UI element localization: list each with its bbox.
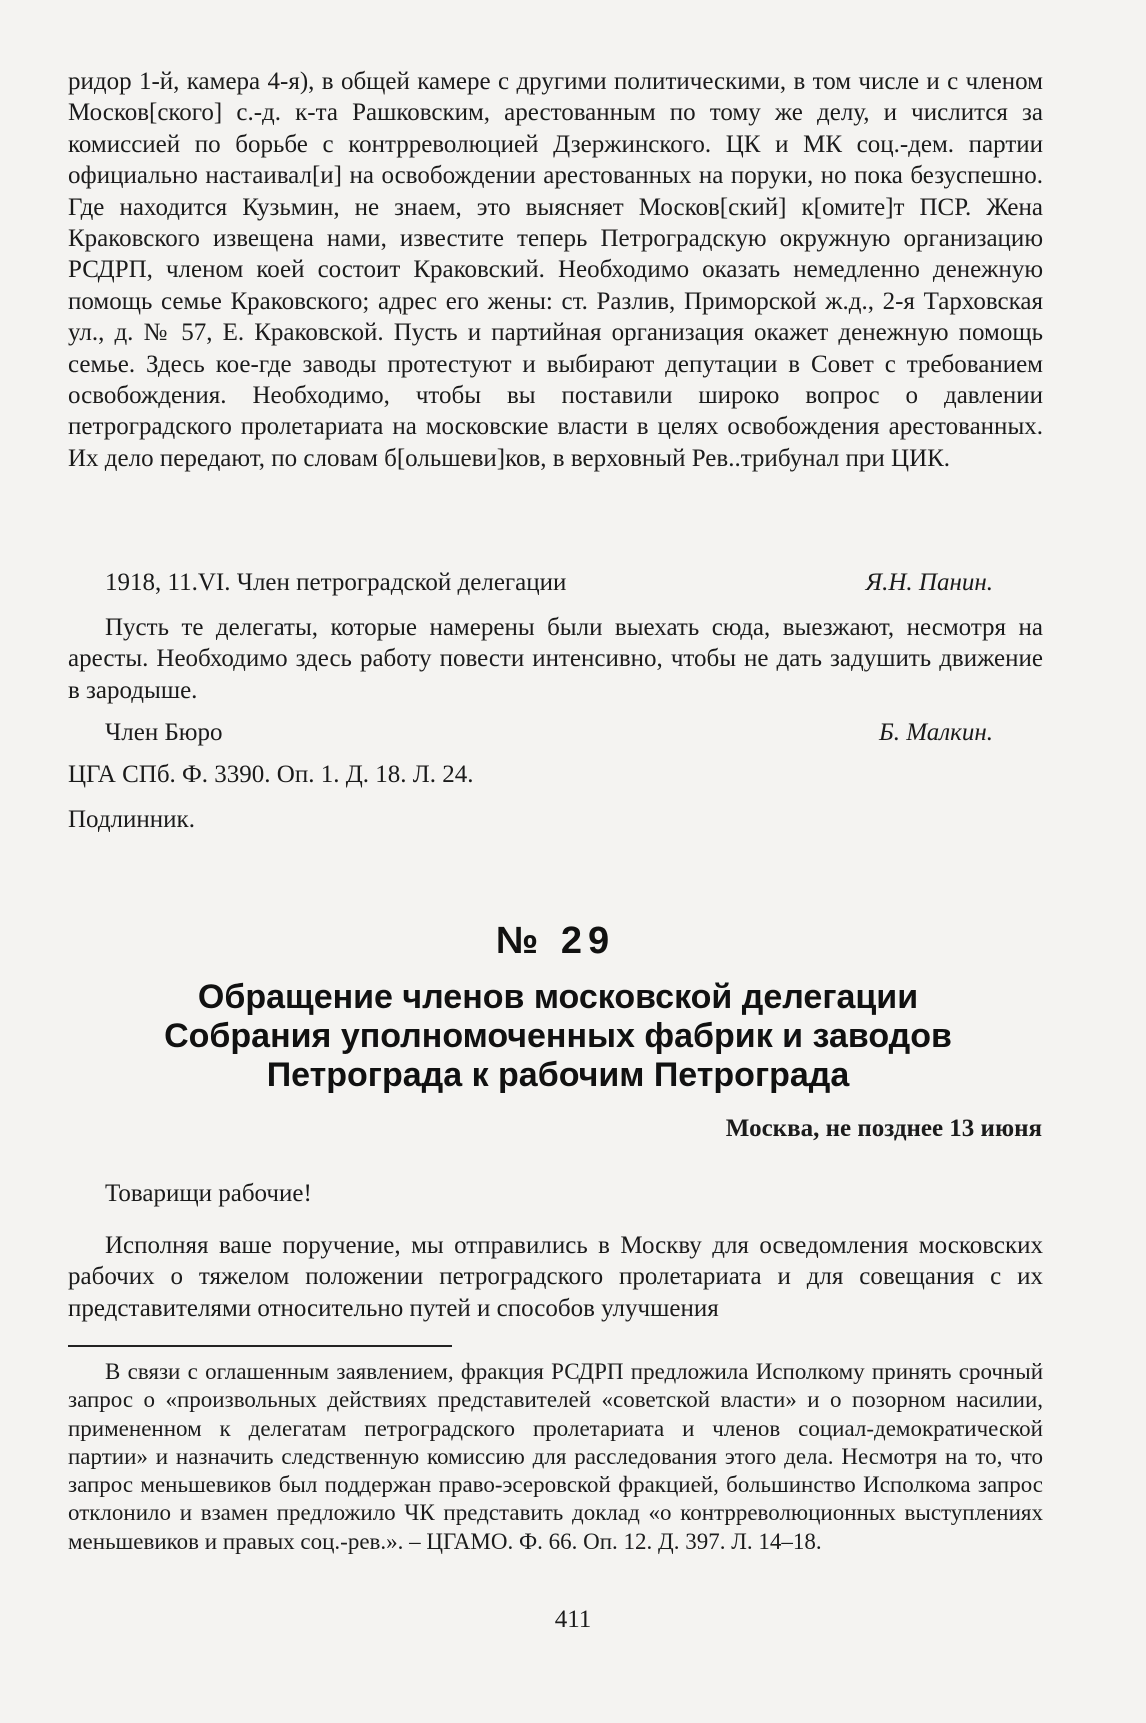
original-note: Подлинник. [68,806,195,833]
document-28-body [68,66,1043,474]
footnote-divider [68,1345,452,1347]
doc28-paragraph-2: Пусть те делегаты, которые намерены были выехать сюда, выезжают, несмотря на аресты. Необходимо здесь работу повести интенсивно, чтобы не дать задушить движение в зародыше. [68,614,1043,704]
greeting: Товарищи рабочие! [105,1180,312,1207]
footnote-block [68,1358,1043,1556]
doc29-paragraph-block [68,1230,1043,1324]
signature-row-malkin [68,717,1043,748]
doc28-paragraph: ридор 1-й, камера 4-я), в общей камере с другими политическими, в том числе и с членом Москов[ского] с.-д. к-та Рашковским, арестованным по тому же делу, и числится за комиссией по борьбе с контрреволюцией Дзержинского. ЦК и МК соц.-дем. партии официально настаивал[и] на освобождении арестованных на поруки, но пока безуспешно. Где находится Кузьмин, не знаем, это выясняет Москов[ский] к[омите]т ПСР. Жена Краковского извещена нами, известите теперь Петроградскую окружную организацию РСДРП, членом коей состоит Краковский. Необходимо оказать немедленно денежную помощь семье Краковского; адрес его жены: ст. Разлив, Приморской ж.д., 2-я Тарховская ул., д. № 57, Е. Краковской. Пусть и партийная организация окажет денежную помощь семье. Здесь кое-где заводы протестуют и выбирают депутации в Совет с требованием освобождения. Необходимо, чтобы вы поставили широко вопрос о давлении петроградского пролетариата на московские власти в целях освобождения арестованных. Их дело передают, по словам б[ольшеви]ков, в верховный Рев..трибунал при ЦИК. [68,68,1043,472]
document-dateline: Москва, не позднее 13 июня [725,1115,1042,1142]
document-title: Обращение членов московской делегации Собрания уполномоченных фабрик и заводов Петрограда к рабочим Петрограда [164,978,952,1094]
page-number: 411 [554,1606,592,1633]
footnote-text: В связи с оглашенным заявлением, фракция РСДРП предложила Исполкому принять срочный запрос о «произвольных действиях представителей «советской власти» и о позорном насилии, примененном к делегатам петроградского пролетариата и членов социал-демократической партии» и назначить следственную комиссию для расследования этого дела. Несмотря на то, что запрос меньшевиков был поддержан право-эсеровской фракцией, большинство Исполкома запрос отклонило и взамен предложило ЧК представить доклад «о контрреволюционных выступлениях меньшевиков и правых соц.-рев.». – ЦГАМО. Ф. 66. Оп. 12. Д. 397. Л. 14–18. [68,1359,1043,1554]
doc28-paragraph-2-block [68,612,1043,706]
signature-row-panin [68,567,1043,598]
signature-name: Я.Н. Панин. [865,569,993,596]
greeting-block [68,1178,1043,1209]
signature-date-role: 1918, 11.VI. Член петроградской делегации [105,569,567,596]
signature-name: Б. Малкин. [879,719,993,746]
document-number: № 29 [495,920,616,962]
archive-reference: ЦГА СПб. Ф. 3390. Оп. 1. Д. 18. Л. 24. [68,761,474,788]
doc29-paragraph: Исполняя ваше поручение, мы отправились в Москву для осведомления московских рабочих о тяжелом положении петроградского пролетариата и для совещания с их представителями относительно путей и способов улучшения [68,1232,1043,1322]
signature-role: Член Бюро [105,719,223,746]
